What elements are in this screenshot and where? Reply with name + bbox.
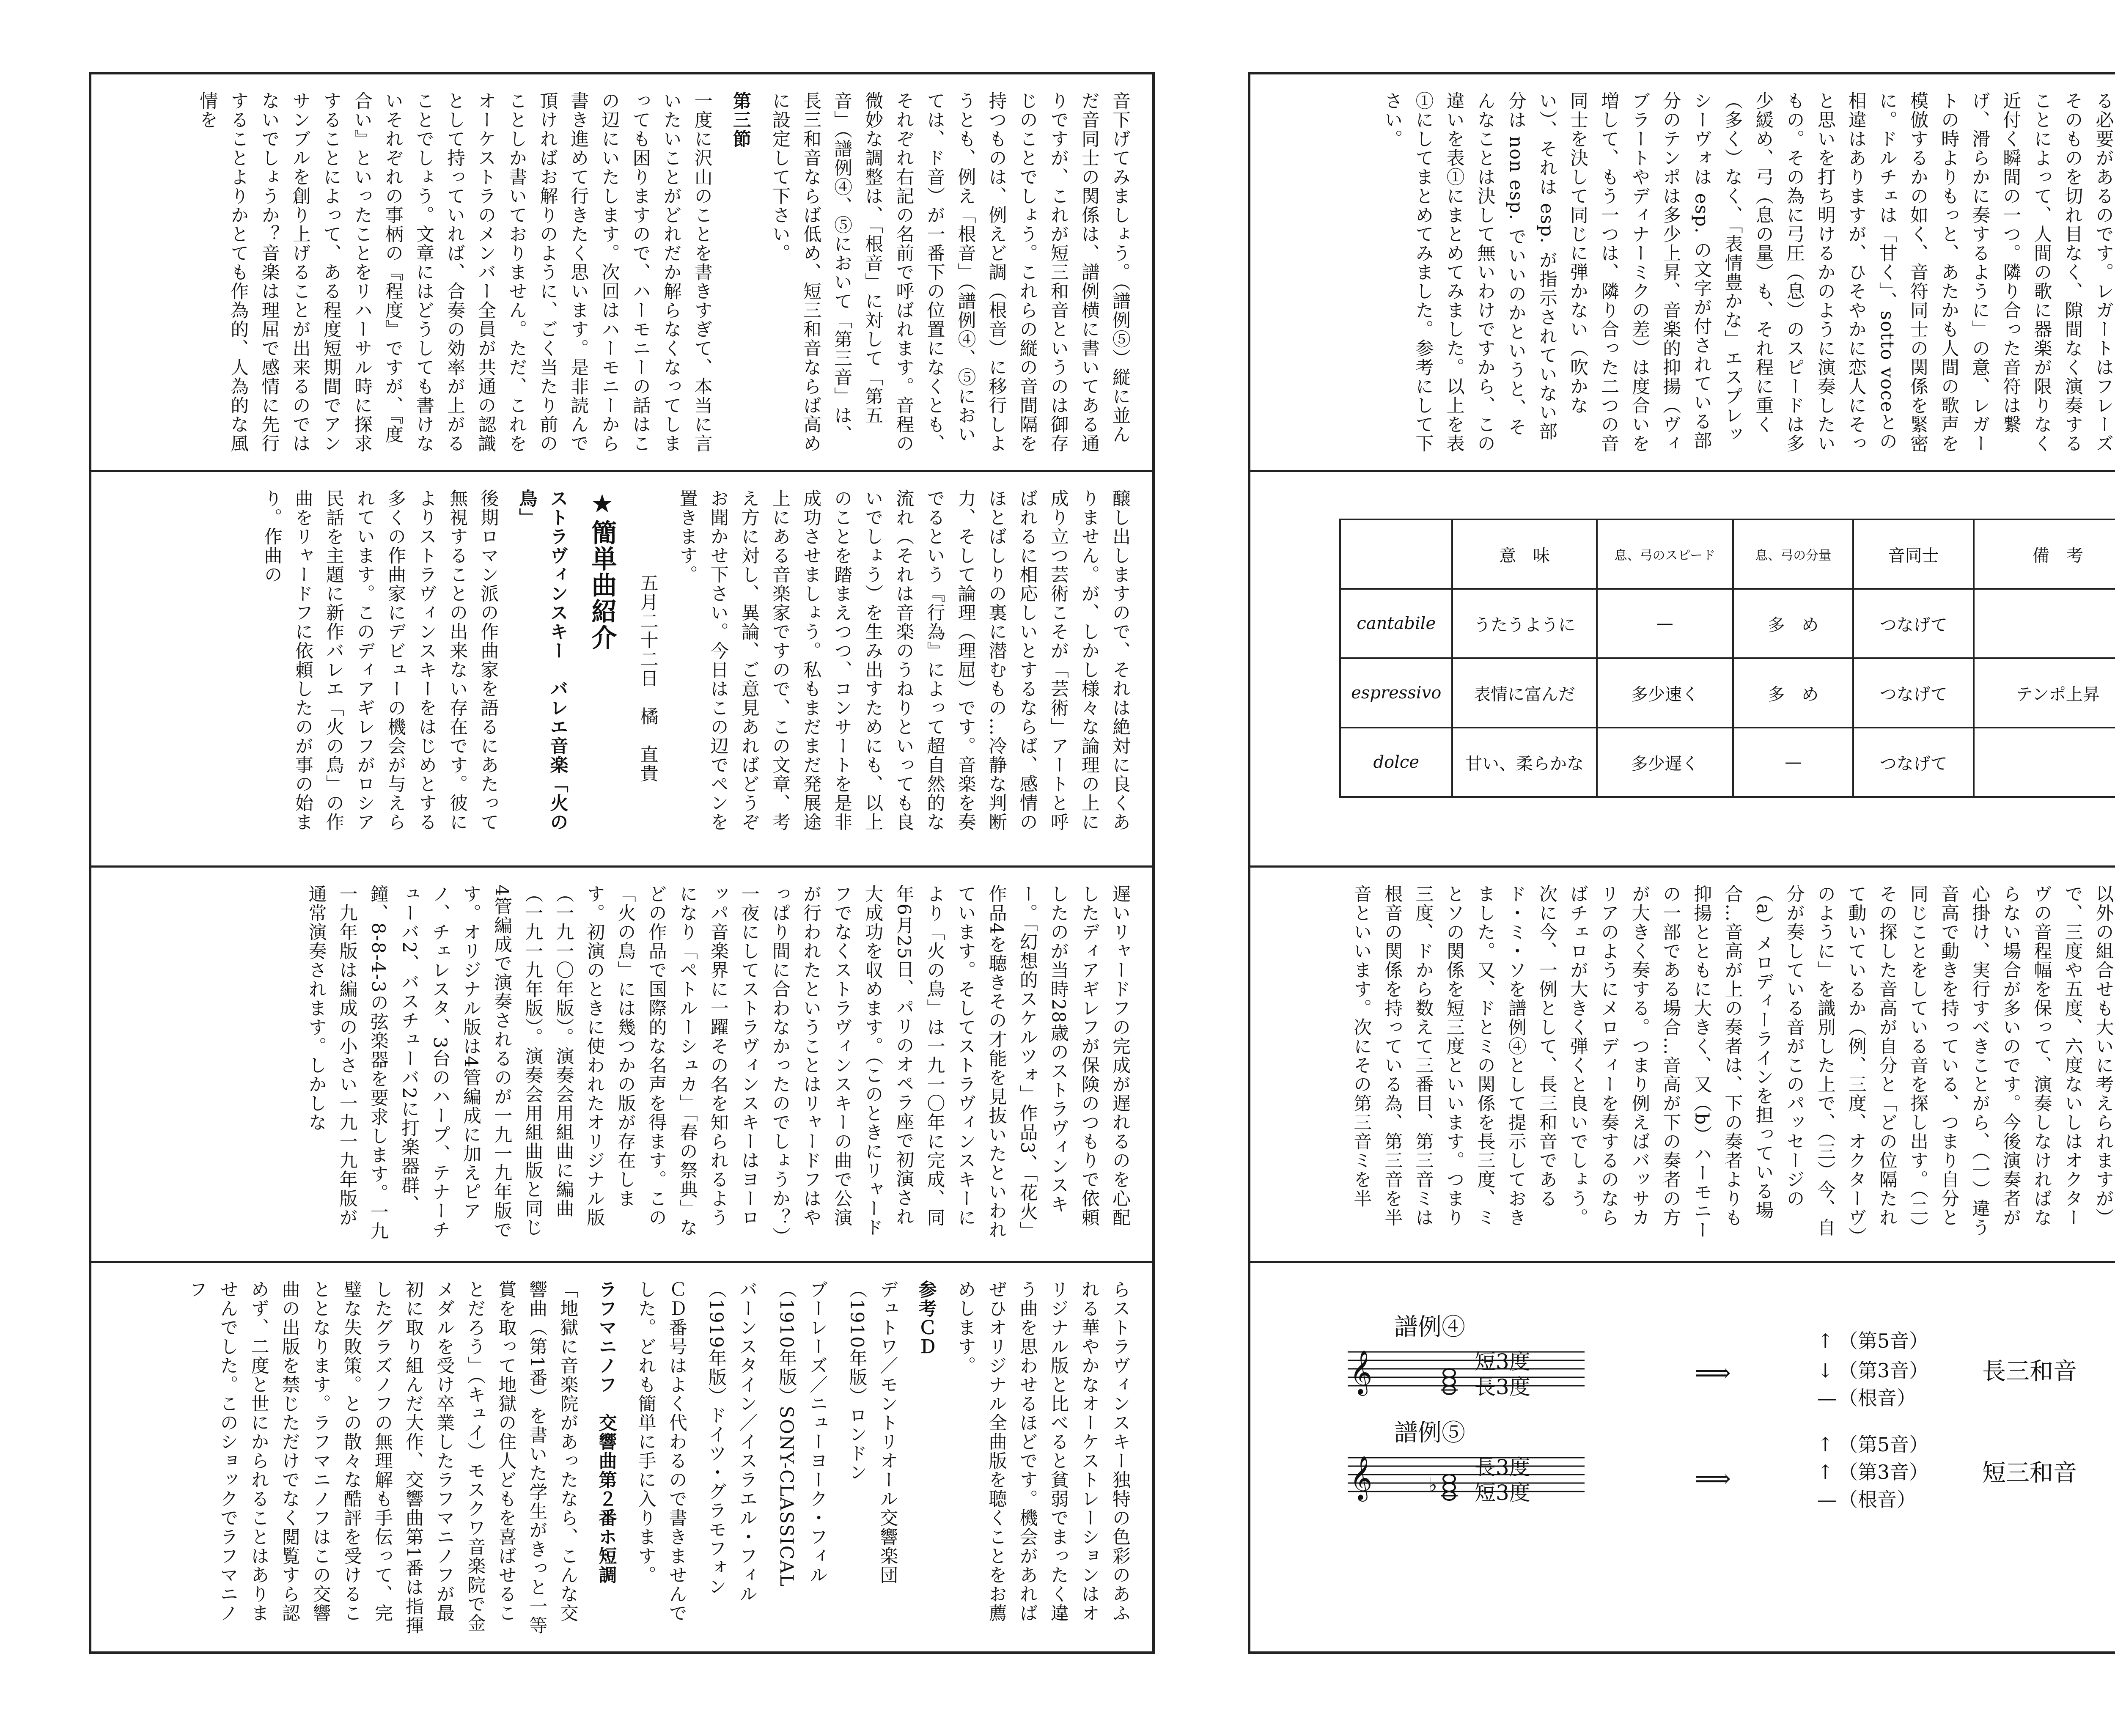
right-page xyxy=(1248,72,2115,1654)
left-page xyxy=(89,72,1155,1654)
table-cell: テンポ上昇 xyxy=(1974,658,2115,728)
arrow-icon: ⟹ xyxy=(1695,1358,1731,1388)
table-cell xyxy=(1974,589,2115,658)
left-section-4-text xyxy=(108,1280,1135,1640)
right-section-3-text xyxy=(1267,884,2115,1244)
section-heading: 参考ＣＤ xyxy=(915,1280,937,1356)
table-cell: つなげて xyxy=(1853,658,1973,728)
arrow-up-icon: ↑ xyxy=(1817,1433,1834,1456)
table-header xyxy=(1340,519,1452,589)
left-section-3 xyxy=(91,865,1152,1261)
table-cell: うたうように xyxy=(1452,589,1596,658)
body-text: る必要があるのです。レガートはフレーズそのものを切れ目なく、隙間なく演奏することによって、人間の歌に器楽が限りなく近付く瞬間の一つ。隣り合った音符は繋げ、滑らかに奏するように」の意、レガートの時よりもっと、あたかも人間の歌声を模倣するかの如く、音符同士の関係を緊密に。ドルチェは「甘く」、sotto voceとの相違はありますが、ひそやかに恋人にそっと思いを打ち明けるかのように演奏したいもの。その為に弓圧（息）のスピードは多少緩め、弓（息の量）も、それ程に重く（多く）なく、「表情豊かな」エスプレッシーヴォは esp. の文字が付されている部分のテンポは多少上昇、音楽的抑揚（ヴィブラートやディナーミクの差）は度合いを増して、もう一つは、隣り合った二つの音同士を決して同じに弾かない（吹かない）、それは esp. が指示されていない部分は non esp. でいいのかというと、そんなことは決して無いわけですから、この違いを表①にまとめてみました。以上を表①にしてまとめてみました。参考にして下さい。 xyxy=(1382,91,2114,453)
table-cell: espressivo xyxy=(1340,658,1452,728)
body-text: らストラヴィンスキー独特の色彩のあふれる華やかなオーケストレーションはオリジナル版と比べると貧弱でまったく違う曲を思わせるほどです。機会があればぜひオリジナル全曲版を聴くことをお薦めします。 xyxy=(955,1280,1131,1623)
table-header: 備 考 xyxy=(1974,519,2115,589)
left-section-2-text xyxy=(108,489,1135,849)
body-text: 「地獄に音楽院があったなら、こんな交響曲（第1番）を書いた学生がきっと一等賞を取って地獄の住人どもを喜ばせることだろう」（キュイ）モスクワ音楽院で金メダルを受け卒業したラフマニノフが最初に取り組んだ大作、交響曲第1番は指揮したグラズノフの無理解も手伝って、完璧な失敗策。との散々な酷評を受けることとなります。ラフマニノフはこの交響曲の出版を禁じただけでなく閲覧すら認めず、二度と世にかられることはありませんでした。このショックでラフマニノフ xyxy=(186,1280,579,1635)
cd-note: ＣＤ番号はよく代わるので書きませんでした。どれも簡単に手に入ります。 xyxy=(635,1280,687,1623)
left-section-4 xyxy=(91,1261,1152,1656)
staff-lines xyxy=(1348,1352,1585,1386)
arrow-up-icon: ↑ xyxy=(1817,1329,1834,1352)
comparison-table xyxy=(1339,519,2115,798)
chord-notes xyxy=(1441,1475,1458,1500)
interval-label: 短3度 xyxy=(1475,1481,1530,1505)
body-text: 一度に沢山のことを書きすぎて、本当に言いたいことがどれだか解らなくなってしまっても困りますので、ハーモニーの話はこの辺にいたします。次回はハーモニーから書き進めて行きたく思います。是非読んで頂ければお解りのように、ごく当たり前のことしか書いておりません。ただ、これをオーケストラのメンバー全員が共通の認識として持っていれば、合奏の効率が上がることでしょう。文章にはどうしても書けないそれぞれの事柄の『程度』ですが、『度合い』といったことをリハーサル時に探求することによって、ある程度短期間でアンサンブルを創り上げることが出来るのではないでしょうか？音楽は理屈で感情に先行することよりかとても作為的、人為的な風情を xyxy=(197,91,713,453)
table-cell: つなげて xyxy=(1853,728,1973,797)
cd-entry: バーンスタイン／イスラエル・フィル（1919年版）ドイツ・グラモフォン xyxy=(705,1280,758,1604)
arrow-icon: ⟹ xyxy=(1695,1464,1731,1494)
left-section-2 xyxy=(91,470,1152,865)
degree-label: （第5音） xyxy=(1838,1433,1929,1456)
chord-name: 短三和音 xyxy=(1982,1459,2077,1487)
table-cell: 甘い、柔らかな xyxy=(1452,728,1596,797)
table-header: 息、弓のスピード xyxy=(1597,519,1733,589)
cd-entry: デュトワ／モントリオール交響楽団（1910年版）ロンドン xyxy=(846,1280,898,1585)
treble-clef-icon: 𝄞 xyxy=(1350,1456,1373,1500)
degree-label: （第3音） xyxy=(1838,1461,1929,1483)
degree-label: （根音） xyxy=(1838,1387,1916,1409)
table-row xyxy=(1340,658,2115,728)
section-subheading: ストラヴィンスキー バレエ音楽「火の鳥」 xyxy=(516,489,569,832)
body-text: 遅いリャードフの完成が遅れるのを心配したディアギレフが保険のつもりで依頼したのが当時28歳のストラヴィンスキー。「幻想的スケルツォ」作品3、「花火」作品4を聴きその才能を見抜いたといわれています。そしてストラヴィンスキーにより「火の鳥」は一九一〇年に完成、同年6月25日、パリのオペラ座で初演され大成功を収めます。（このときにリャードフでなくストラヴィンスキーの曲で公演が行われたということはリャードフはやっぱり間に合わなかったのでしょうか？）一夜にしてストラヴィンスキーはヨーロッパ音楽界に一躍その名を知られるようになり「ペトルーシュカ」「春の祭典」などの作品で国際的な名声を得ます。この「火の鳥」には幾つかの版が存在します。初演のときに使われたオリジナル版（一九一〇年版）。演奏会用組曲に編曲（一九一九年版）。演奏会用組曲版と同じ4管編成で演奏されるのが一九一九年版です。オリジナル版は4管編成に加えピアノ、チェレスタ、3台のハープ、テナーチューバ2、バスチューバ2に打楽器群、鐘、8-8-4-3の弦楽器を要求します。一九一九年版は編成の小さい一九一九年版が通常演奏されます。しかしな xyxy=(305,884,1131,1241)
right-section-1-text xyxy=(1267,91,2115,453)
table-cell: 多少速く xyxy=(1597,658,1733,728)
dash-icon: — xyxy=(1817,1488,1837,1511)
table-header-row xyxy=(1340,519,2115,589)
cd-entry: ブーレーズ／ニューヨーク・フィル（1910年版）SONY-CLASSICAL xyxy=(776,1280,828,1588)
signature: 五月二十二日 橘 直貴 xyxy=(637,574,659,783)
right-section-1 xyxy=(1250,74,2115,470)
table-cell: dolce xyxy=(1340,728,1452,797)
table-cell: cantabile xyxy=(1340,589,1452,658)
example-title: 譜例⑤ xyxy=(1394,1419,1465,1447)
right-section-4 xyxy=(1250,1261,2115,1656)
table-cell: 多 め xyxy=(1733,589,1853,658)
table-cell: つなげて xyxy=(1853,589,1973,658)
table-header: 意 味 xyxy=(1452,519,1596,589)
flat-icon: ♭ xyxy=(1428,1473,1437,1496)
table-cell: 多 め xyxy=(1733,658,1853,728)
table-header: 息、弓の分量 xyxy=(1733,519,1853,589)
body-text: 以外の組合せも大いに考えられますが）で、三度や五度、六度ないしはオクターヴの音程幅を保って、演奏しなければならない場合が多いのです。今後演奏者が心掛け、実行すべきことがら、（一）違う音高で動きを持っている、つまり自分と同じことをしている音を探し出す。（二）その探した音高が自分と「どの位隔たれて動いているか（例、三度、オクターヴ）のように」を識別した上で、（三）今、自分が奏している音がこのパッセージの（a）メロディーラインを担っている場合…音高が上の奏者は、下の奏者よりも抑揚とともに大きく、又（b）ハーモニーの一部である場合…音高が下の奏者の方が大きく奏する。つまり例えばバッサカリアのようにメロディーを奏するのならばチェロが大きく弾くと良いでしょう。次に今、一例として、長三和音であるド・ミ・ソを譜例④として提示しておきました。又、ドとミの関係を長三度、ミとソの関係を短三度といいます。つまり三度、ドから数えて三番目、第三音ミは根音の関係を持っている為、第三音を半音といいます。次にその第三音ミを半 xyxy=(1351,884,2114,1240)
dash-icon: — xyxy=(1817,1387,1837,1409)
table-cell: 多少遅く xyxy=(1597,728,1733,797)
staff-lines xyxy=(1348,1458,1585,1492)
table-cell: — xyxy=(1733,728,1853,797)
chord-name: 長三和音 xyxy=(1982,1358,2077,1385)
section-heading: ラフマニノフ 交響曲第２番ホ短調 xyxy=(596,1280,617,1585)
table-header: 音同士 xyxy=(1853,519,1973,589)
interval-label: 短3度 xyxy=(1475,1349,1530,1374)
table-row xyxy=(1340,728,2115,797)
arrow-down-icon: ↓ xyxy=(1817,1359,1834,1382)
table-row xyxy=(1340,589,2115,658)
section-heading: ★簡単曲紹介 xyxy=(587,489,617,651)
table-cell: 表情に富んだ xyxy=(1452,658,1596,728)
interval-label: 長3度 xyxy=(1475,1375,1530,1399)
body-text: 音下げてみましょう。（譜例⑤）縦に並んだ音同士の関係は、譜例横に書いてある通りですが、これが短三和音というのは御存じのことでしょう。これらの縦の音間隔を持つものは、例えど調（根音）に移行しようとも、例え「根音」（譜例④、⑤においては、ド音）が一番下の位置になくとも、それぞれ右記の名前で呼ばれます。音程の微妙な調整は、「根音」に対して「第五音」（譜例④、⑤において「第三音」は、長三和音ならば低め、短三和音ならば高めに設定して下さい。 xyxy=(769,91,1131,453)
degree-label: （第5音） xyxy=(1838,1329,1929,1352)
right-section-3 xyxy=(1250,865,2115,1261)
chord-notes xyxy=(1441,1369,1458,1394)
body-text: 醸し出しますので、それは絶対に良くありません。が、しかし様々な論理の上に成り立つ芸術こそが「芸術」アートと呼ばれるに相応しいとするならば、感情のほとばしりの裏に潜むもの…冷静な判断力、そして論理（理屈）です。音楽を奏でるという『行為』によって超自然的な流れ（それは音楽のうねりといっても良いでしょう）を生み出すためにも、以上のことを踏まえつつ、コンサートを是非成功させましょう。私もまだまだ発展途上にある音楽家ですので、この文章、考え方に対し、異論、ご意見あればどうぞお聞かせ下さい。今日はこの辺でペンを置きます。 xyxy=(676,489,1131,832)
body-text: 後期ロマン派の作曲家を語るにあたって無視することの出来ない存在です。彼によりストラヴィンスキーをはじめとする多くの作曲家にデビューの機会が与えられています。このディアギレフがロシア民話を主題に新作バレエ「火の鳥」の作曲をリャードフに依頼したのが事の始まり。作曲の xyxy=(261,489,499,832)
table-cell: — xyxy=(1597,589,1733,658)
score-svg xyxy=(1348,1305,2115,1542)
interval-label: 長3度 xyxy=(1475,1455,1530,1480)
section-heading: 第三節 xyxy=(730,91,751,148)
left-section-1-text xyxy=(108,91,1135,453)
treble-clef-icon: 𝄞 xyxy=(1350,1350,1373,1394)
arrow-up-icon: ↑ xyxy=(1817,1461,1834,1483)
degree-label: （第3音） xyxy=(1838,1359,1929,1382)
example-title: 譜例④ xyxy=(1394,1313,1465,1341)
table-cell xyxy=(1974,728,2115,797)
music-examples xyxy=(1348,1305,2115,1542)
left-section-1 xyxy=(91,74,1152,470)
left-section-3-text xyxy=(108,884,1135,1244)
right-section-2 xyxy=(1250,470,2115,865)
degree-label: （根音） xyxy=(1838,1488,1916,1511)
